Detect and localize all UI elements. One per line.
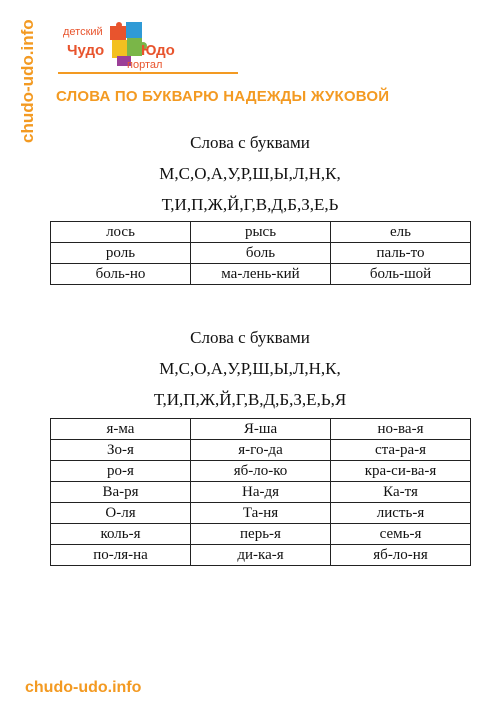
table-row [51,503,471,524]
side-watermark-text: chudo-udo.info [18,19,37,143]
footer-site-link[interactable]: chudo-udo.info [25,679,142,696]
logo-word-right: Юдо [141,42,175,59]
table-cell: я-го-да [191,440,331,461]
table-row [51,222,471,243]
table-cell: я-ма [51,419,191,440]
table-row [51,243,471,264]
table-cell: Та-ня [191,503,331,524]
table-cell: по-ля-на [51,545,191,566]
table-cell: кра-си-ва-я [331,461,471,482]
table-cell: лось [51,222,191,243]
table-cell: но-ва-я [331,419,471,440]
table-cell: роль [51,243,191,264]
section1-heading-line2: М,С,О,А,У,Р,Ш,Ы,Л,Н,К, [159,164,341,183]
table-cell: На-дя [191,482,331,503]
words-table-2 [50,418,471,566]
logo-small-bottom: портал [127,59,163,71]
table-cell: боль-шой [331,264,471,285]
table-cell: перь-я [191,524,331,545]
table-cell: Я-ша [191,419,331,440]
table-cell: Ва-ря [51,482,191,503]
site-logo[interactable] [55,8,245,78]
words-table-1 [50,221,471,285]
table-cell: рысь [191,222,331,243]
table-cell: семь-я [331,524,471,545]
table-cell: боль [191,243,331,264]
logo-word-left: Чудо [67,42,105,59]
table-row [51,461,471,482]
table-cell: ро-я [51,461,191,482]
section2-heading-line3: Т,И,П,Ж,Й,Г,В,Д,Б,З,Е,Ь,Я [153,390,347,409]
table-cell: ма-лень-кий [191,264,331,285]
logo-underline [58,72,238,74]
section2-heading-line1: Слова с буквами [190,328,310,347]
table-cell: яб-ло-ня [331,545,471,566]
table-row [51,482,471,503]
logo-small-top: детский [63,26,103,38]
table-row [51,419,471,440]
table-row [51,264,471,285]
section2-heading [40,324,460,413]
table-cell: Зо-я [51,440,191,461]
section1-heading [40,129,460,218]
table-row [51,440,471,461]
table-cell: ди-ка-я [191,545,331,566]
page-title: СЛОВА ПО БУКВАРЮ НАДЕЖДЫ ЖУКОВОЙ [56,88,390,105]
table-cell: паль-то [331,243,471,264]
table-cell: боль-но [51,264,191,285]
section1-heading-line3: Т,И,П,Ж,Й,Г,В,Д,Б,З,Е,Ь [161,195,339,214]
table-cell: коль-я [51,524,191,545]
table-row [51,545,471,566]
table-cell: листь-я [331,503,471,524]
section1-heading-line1: Слова с буквами [190,133,310,152]
section2-heading-line2: М,С,О,А,У,Р,Ш,Ы,Л,Н,К, [159,359,341,378]
table-cell: Ка-тя [331,482,471,503]
table-cell: ель [331,222,471,243]
table-cell: яб-ло-ко [191,461,331,482]
table-cell: О-ля [51,503,191,524]
table-row [51,524,471,545]
table-cell: ста-ра-я [331,440,471,461]
